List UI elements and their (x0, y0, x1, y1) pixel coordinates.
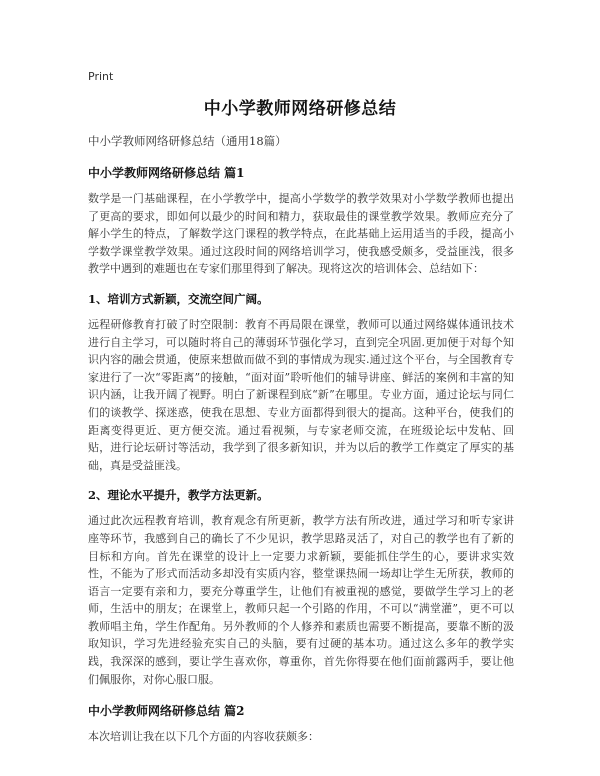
document-subtitle: 中小学教师网络研修总结（通用18篇） (88, 134, 287, 148)
document-body (88, 132, 514, 746)
section-heading-2: 中小学教师网络研修总结 篇2 (88, 704, 245, 719)
section-heading-1: 中小学教师网络研修总结 篇1 (88, 166, 245, 180)
subsection-1-paragraph: 远程研修教育打破了时空限制：教育不再局限在课堂，教师可以通过网络媒体通讯技术进行自主学习，可以随时将自己的薄弱环节强化学习，直到完全巩固.更加便于对每个知识内容的融会贯通，使原来想做而做不到的事情成为现实.通过这个平台，与全国教育专家进行了一次“零距离”的接触，“面对面”聆听他们的辅导讲座、鲜活的案例和丰富的知识内涵，让我开阔了视野。明白了新课程到底“新”在哪里。专业方面，通过论坛与同仁们的谈教学、探迷惑，使我在思想、专业方面都得到很大的提高。这种平台，使我们的距离变得更近、更方便交流。通过看视频，与专家老师交流，在班级论坛中发帖、回贴，进行论坛研讨等活动，我学到了很多新知识，并为以后的教学工作奠定了厚实的基础，真是受益匪浅。 (88, 317, 514, 472)
section-2-intro-paragraph: 本次培训让我在以下几个方面的内容收获颇多： (88, 730, 319, 744)
print-label[interactable]: Print (88, 70, 114, 83)
subsection-heading-1: 1、培训方式新颖，交流空间广阔。 (88, 291, 269, 306)
subsection-heading-2: 2、理论水平提升，教学方法更新。 (88, 488, 269, 503)
subsection-2-paragraph: 通过此次远程教育培训，教育观念有所更新，教学方法有所改进，通过学习和听专家讲座等环节，我感到自己的确长了不少见识，教学思路灵活了，对自己的教学也有了新的目标和方向。首先在课堂的设计上一定要力求新颖，要能抓住学生的心，要讲求实效性，不能为了形式而活动多却没有实质内容，整堂课热闹一场却让学生无所获，教师的语言一定要有亲和力，要充分尊重学生，让他们有被重视的感觉，要做学生学习上的老师，生活中的朋友；在课堂上，教师只起一个引路的作用，不可以“满堂灌”，更不可以教师唱主角，学生作配角。另外教师的个人修养和素质也需要不断提高，要靠不断的汲取知识，学习先进经验充实自己的头脑，要有过硬的基本功。通过这么多年的教学实践，我深深的感到，要让学生喜欢你，尊重你，首先你得要在他们面前露两手，要让他们佩服你，对你心服口服。 (88, 514, 514, 686)
section-1-intro-paragraph: 数学是一门基础课程，在小学教学中，提高小学数学的教学效果对小学数学教师也提出了更高的要求，即如何以最少的时间和精力，获取最佳的课堂教学效果。教师应充分了解小学生的特点，了解数学这门课程的教学特点，在此基础上运用适当的手段，提高小学数学课堂教学效果。通过这段时间的网络培训学习，使我感受颇多，受益匪浅，很多教学中遇到的难题也在专家们那里得到了解决。现将这次的培训体会、总结如下： (88, 192, 514, 276)
document-title: 中小学教师网络研修总结 (203, 99, 397, 119)
